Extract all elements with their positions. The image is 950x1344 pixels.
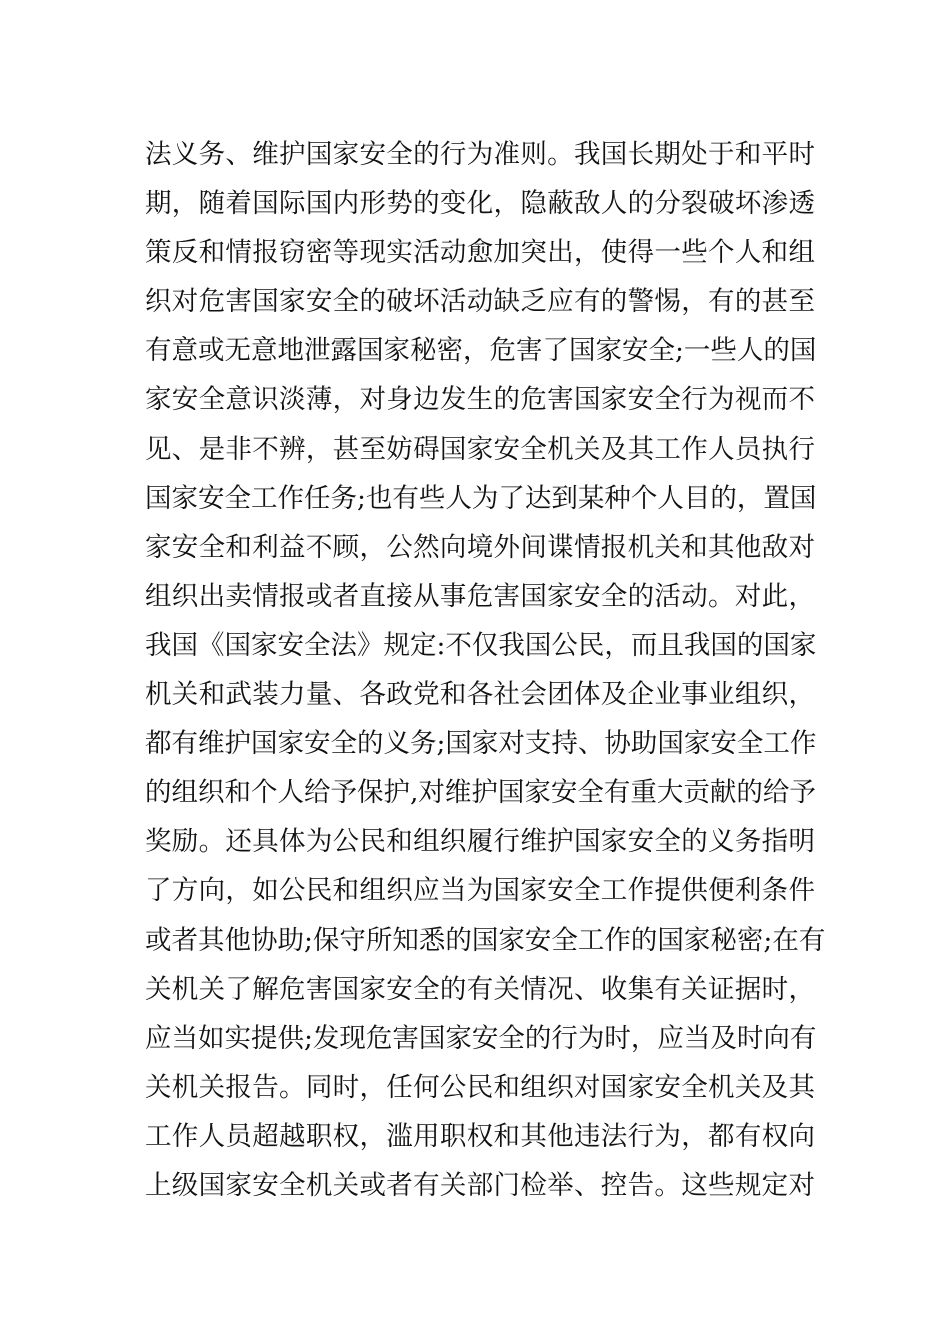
text-line: 策反和情报窃密等现实活动愈加突出，使得一些个人和组 <box>145 237 815 269</box>
text-line: 了方向，如公民和组织应当为国家安全工作提供便利条件 <box>145 875 815 907</box>
text-line: 关机关报告。同时，任何公民和组织对国家安全机关及其 <box>145 1071 815 1103</box>
text-line: 机关和武装力量、各政党和各社会团体及企业事业组织， <box>145 679 815 711</box>
text-line: 家安全和利益不顾，公然向境外间谍情报机关和其他敌对 <box>145 531 815 563</box>
text-line: 法义务、维护国家安全的行为准则。我国长期处于和平时 <box>145 139 815 170</box>
body-paragraph <box>145 130 826 1210</box>
text-line: 组织出卖情报或者直接从事危害国家安全的活动。对此， <box>145 580 815 612</box>
text-line: 期，随着国际国内形势的变化，隐蔽敌人的分裂破坏渗透 <box>145 188 815 220</box>
text-line: 我国《国家安全法》规定:不仅我国公民，而且我国的国家 <box>145 629 817 661</box>
text-line: 应当如实提供;发现危害国家安全的行为时，应当及时向有 <box>145 1022 817 1054</box>
text-line: 织对危害国家安全的破坏活动缺乏应有的警惕，有的甚至 <box>145 286 815 318</box>
text-line: 或者其他协助;保守所知悉的国家安全工作的国家秘密;在有 <box>145 924 826 956</box>
text-line: 工作人员超越职权，滥用职权和其他违法行为，都有权向 <box>145 1120 815 1152</box>
text-line: 见、是非不辨，甚至妨碍国家安全机关及其工作人员执行 <box>145 433 815 465</box>
text-line: 奖励。还具体为公民和组织履行维护国家安全的义务指明 <box>145 826 815 858</box>
text-line: 的组织和个人给予保护,对维护国家安全有重大贡献的给予 <box>145 777 816 809</box>
text-line: 关机关了解危害国家安全的有关情况、收集有关证据时， <box>145 973 815 1005</box>
text-line: 上级国家安全机关或者有关部门检举、控告。这些规定对 <box>145 1169 815 1201</box>
text-line: 国家安全工作任务;也有些人为了达到某种个人目的，置国 <box>145 482 817 514</box>
text-line: 都有维护国家安全的义务;国家对支持、协助国家安全工作 <box>145 728 817 760</box>
text-line: 家安全意识淡薄，对身边发生的危害国家安全行为视而不 <box>145 384 815 416</box>
text-line: 有意或无意地泄露国家秘密，危害了国家安全;一些人的国 <box>145 335 817 367</box>
